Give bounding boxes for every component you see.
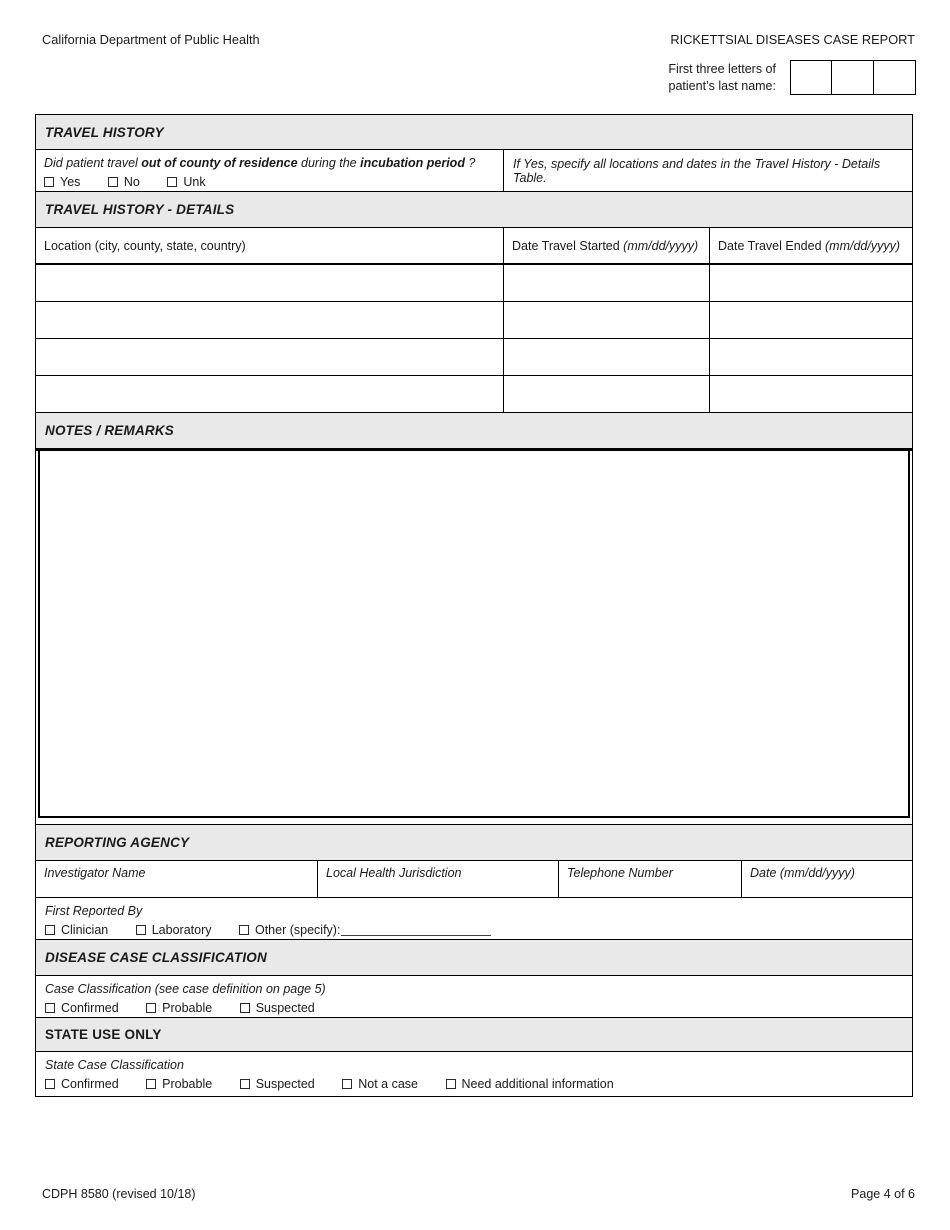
- date-started-input-cell[interactable]: [503, 339, 709, 375]
- travel-details-row-4: [36, 376, 912, 413]
- date-ended-input-cell[interactable]: [709, 339, 912, 375]
- reporting-agency-fields-row: [36, 861, 912, 898]
- travel-question-options: [44, 175, 495, 190]
- checkbox-icon: [239, 925, 249, 935]
- date-ended-input-cell[interactable]: [709, 302, 912, 338]
- location-input-cell[interactable]: [36, 339, 503, 375]
- checkbox-label: Laboratory: [151, 923, 212, 937]
- checkbox-label: Confirmed: [61, 1001, 119, 1015]
- checkbox-icon: [240, 1003, 250, 1013]
- column-header-date-started: [503, 228, 709, 263]
- lastname-instruction-line1: First three letters of: [668, 62, 776, 76]
- checkbox-travel-yes[interactable]: [44, 175, 80, 189]
- date-started-input-cell[interactable]: [503, 302, 709, 338]
- agency-name: California Department of Public Health: [42, 32, 260, 47]
- question-text-mid: during the: [297, 156, 361, 170]
- checkbox-travel-unk[interactable]: [167, 175, 205, 189]
- section-header-travel-history: TRAVEL HISTORY: [36, 115, 912, 150]
- checkbox-label: Suspected: [255, 1077, 315, 1091]
- state-classification-label: State Case Classification: [45, 1058, 184, 1072]
- first-reported-by-row: [36, 898, 912, 940]
- other-specify-input[interactable]: [341, 924, 491, 936]
- investigator-name-field[interactable]: Investigator Name: [44, 866, 146, 880]
- checkbox-confirmed[interactable]: [45, 1001, 119, 1015]
- case-classification-label: Case Classification (see case definition on page 5): [45, 982, 326, 996]
- checkbox-label: Need additional information: [461, 1077, 614, 1091]
- checkbox-label: No: [123, 175, 140, 189]
- location-input-cell[interactable]: [36, 265, 503, 301]
- checkbox-travel-no[interactable]: [108, 175, 140, 189]
- form-number: CDPH 8580 (revised 10/18): [42, 1187, 196, 1201]
- section-header-state-use-only: STATE USE ONLY: [36, 1018, 912, 1052]
- travel-question-text: [44, 156, 495, 170]
- checkbox-laboratory[interactable]: [136, 923, 212, 937]
- section-header-travel-details: TRAVEL HISTORY - DETAILS: [36, 192, 912, 228]
- column-format-hint: (mm/dd/yyyy): [619, 238, 699, 253]
- travel-details-row-3: [36, 339, 912, 376]
- date-started-input-cell[interactable]: [503, 265, 709, 301]
- checkbox-label: Unk: [183, 175, 206, 189]
- checkbox-label: Yes: [60, 175, 81, 189]
- checkbox-icon: [446, 1079, 456, 1089]
- lastname-instruction-line2: patient’s last name:: [668, 78, 776, 93]
- checkbox-icon: [108, 177, 118, 187]
- checkbox-state-suspected[interactable]: [240, 1077, 315, 1091]
- checkbox-other[interactable]: [239, 923, 491, 937]
- telephone-number-field[interactable]: Telephone Number: [558, 861, 741, 897]
- checkbox-probable[interactable]: [146, 1001, 212, 1015]
- checkbox-icon: [342, 1079, 352, 1089]
- column-header-location: [36, 228, 503, 263]
- lastname-letter-box-2[interactable]: [832, 60, 874, 95]
- question-text-bold2: incubation period: [360, 156, 465, 170]
- location-input-cell[interactable]: [36, 302, 503, 338]
- column-header-date-ended: [709, 228, 912, 263]
- checkbox-icon: [146, 1079, 156, 1089]
- report-title: RICKETTSIAL DISEASES CASE REPORT: [670, 32, 915, 47]
- checkbox-icon: [45, 1003, 55, 1013]
- checkbox-state-confirmed[interactable]: [45, 1077, 119, 1091]
- lastname-letter-box-3[interactable]: [874, 60, 916, 95]
- checkbox-label: Probable: [162, 1001, 213, 1015]
- state-classification-options: [45, 1077, 903, 1092]
- section-header-notes: NOTES / REMARKS: [36, 413, 912, 451]
- location-input-cell[interactable]: [36, 376, 503, 412]
- case-report-form: [35, 114, 913, 1097]
- checkbox-icon: [44, 177, 54, 187]
- checkbox-suspected[interactable]: [240, 1001, 315, 1015]
- date-started-input-cell[interactable]: [503, 376, 709, 412]
- checkbox-icon: [146, 1003, 156, 1013]
- question-text-post: ?: [464, 156, 476, 170]
- case-classification-options: [45, 1001, 903, 1016]
- checkbox-label: Clinician: [61, 923, 109, 937]
- first-reported-by-label: First Reported By: [45, 904, 143, 918]
- page-number: Page 4 of 6: [851, 1187, 915, 1201]
- column-label: Date Travel Ended: [718, 238, 822, 253]
- checkbox-label: Confirmed: [61, 1077, 119, 1091]
- checkbox-icon: [167, 177, 177, 187]
- column-format-hint: (mm/dd/yyyy): [821, 238, 901, 253]
- checkbox-label: Other (specify):: [254, 923, 341, 937]
- local-health-jurisdiction-field[interactable]: Local Health Jurisdiction: [317, 861, 558, 897]
- question-text-bold1: out of county of residence: [141, 156, 298, 170]
- date-field[interactable]: Date (mm/dd/yyyy): [741, 861, 912, 897]
- checkbox-label: Not a case: [358, 1077, 419, 1091]
- lastname-instruction: [668, 61, 776, 94]
- checkbox-need-additional-info[interactable]: [446, 1077, 614, 1091]
- case-classification-row: [36, 976, 912, 1018]
- checkbox-icon: [45, 1079, 55, 1089]
- first-reported-by-options: [45, 923, 903, 938]
- question-text-pre: Did patient travel: [44, 156, 142, 170]
- travel-details-row-2: [36, 302, 912, 339]
- section-header-disease-classification: DISEASE CASE CLASSIFICATION: [36, 940, 912, 976]
- column-label: Location (city, county, state, country): [44, 238, 246, 253]
- checkbox-label: Probable: [162, 1077, 213, 1091]
- travel-details-row-1: [36, 265, 912, 302]
- checkbox-icon: [136, 925, 146, 935]
- notes-textarea[interactable]: [38, 451, 910, 818]
- state-classification-row: [36, 1052, 912, 1096]
- lastname-letter-box-1[interactable]: [790, 60, 832, 95]
- checkbox-label: Suspected: [255, 1001, 315, 1015]
- date-ended-input-cell[interactable]: [709, 265, 912, 301]
- checkbox-clinician[interactable]: [45, 923, 108, 937]
- column-label: Date Travel Started: [512, 238, 620, 253]
- if-yes-note: If Yes, specify all locations and dates in the Travel History - Details Table.: [503, 150, 912, 191]
- checkbox-not-a-case[interactable]: [342, 1077, 418, 1091]
- checkbox-icon: [45, 925, 55, 935]
- lastname-letter-boxes: [790, 60, 916, 95]
- section-header-reporting-agency: REPORTING AGENCY: [36, 824, 912, 861]
- travel-question-row: [36, 150, 912, 192]
- date-ended-input-cell[interactable]: [709, 376, 912, 412]
- checkbox-state-probable[interactable]: [146, 1077, 212, 1091]
- travel-question-cell: [36, 150, 503, 191]
- checkbox-icon: [240, 1079, 250, 1089]
- travel-details-header-row: [36, 228, 912, 265]
